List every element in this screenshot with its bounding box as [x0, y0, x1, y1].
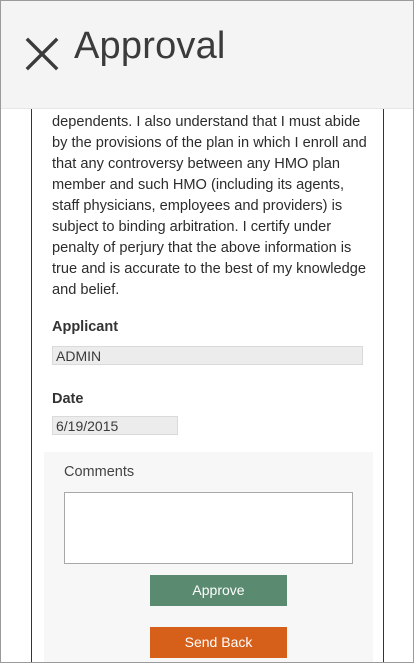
approval-form-panel [31, 108, 384, 663]
comments-section [44, 452, 373, 663]
approve-button[interactable]: Approve [150, 575, 287, 606]
comments-label: Comments [64, 464, 135, 480]
applicant-label: Applicant [52, 319, 119, 335]
agreement-text: dependents. I also understand that I must abide by the provisions of the plan in which I enroll and that any controversy between any HMO plan member and such HMO (including its agents, staff physicians, employees and providers) is subject to binding arbitration. I certify under penalty of perjury that the above information is true and is accurate to the best of my knowledge and belief. [52, 114, 367, 298]
close-button[interactable] [25, 37, 59, 71]
comments-textarea[interactable] [64, 492, 353, 564]
close-icon [25, 37, 59, 71]
page-title: Approval [74, 25, 226, 67]
send-back-button[interactable]: Send Back [150, 627, 287, 658]
applicant-field: ADMIN [52, 346, 363, 365]
date-field: 6/19/2015 [52, 416, 178, 435]
date-label: Date [52, 391, 84, 407]
header-bar [1, 1, 413, 109]
